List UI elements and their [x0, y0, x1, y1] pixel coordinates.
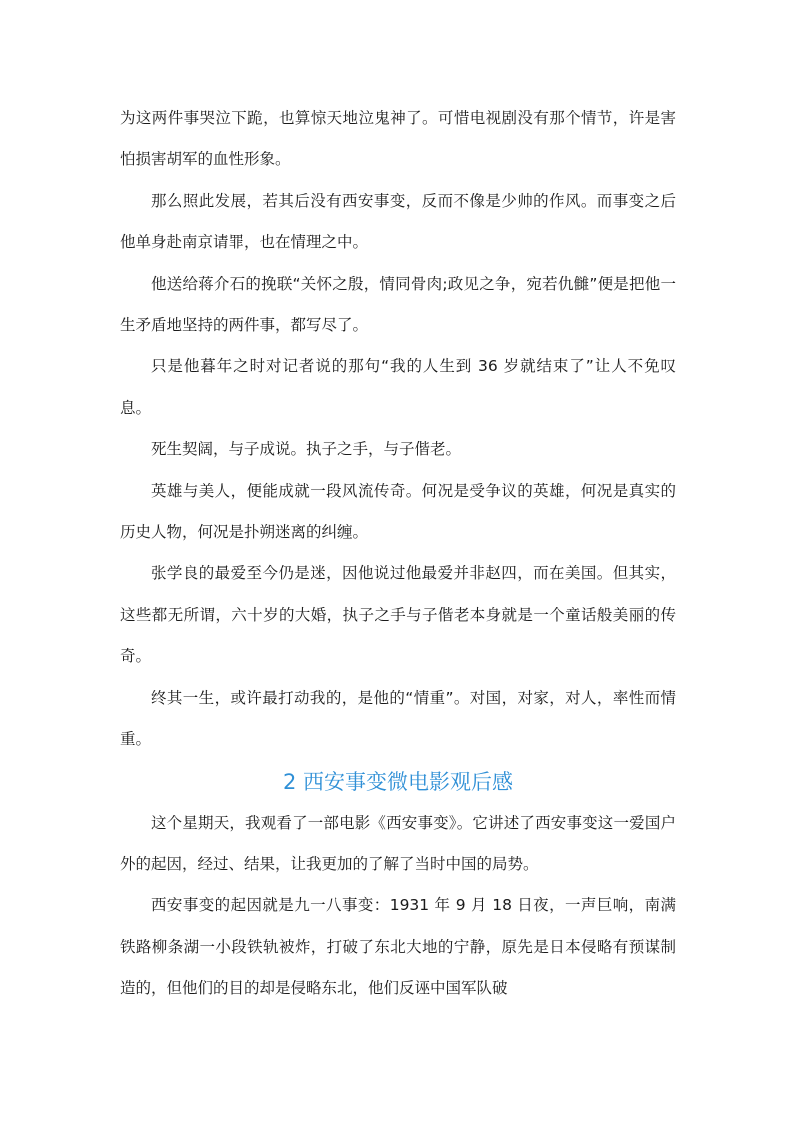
paragraph: 死生契阔，与子成说。执子之手，与子偕老。 [151, 440, 462, 459]
paragraph: 英雄与美人，便能成就一段风流传奇。何况是受争议的英雄，何况是真实的历史人物，何况是扑朔迷离的纠缠。 [120, 481, 676, 542]
paragraph: 张学良的最爱至今仍是迷，因他说过他最爱并非赵四，而在美国。但其实，这些都无所谓，六十岁的大婚，执子之手与子偕老本身就是一个童话般美丽的传奇。 [120, 564, 676, 666]
document-page [120, 98, 676, 1010]
paragraph: 西安事变的起因就是九一八事变：1931 年 9 月 18 日夜，一声巨响，南满铁路柳条湖一小段铁轨被炸，打破了东北大地的宁静，原先是日本侵略有预谋制造的，但他们的目的却是侵略东北，他们反诬中国军队破 [120, 896, 676, 998]
section-heading: 2 西安事变微电影观后感 [282, 769, 514, 794]
paragraph: 这个星期天，我观看了一部电影《西安事变》。它讲述了西安事变这一爱国户外的起因，经过、结果，让我更加的了解了当时中国的局势。 [120, 813, 676, 873]
paragraph: 那么照此发展，若其后没有西安事变，反而不像是少帅的作风。而事变之后他单身赴南京请罪，也在情理之中。 [120, 191, 676, 252]
paragraph: 只是他暮年之时对记者说的那句“我的人生到 36 岁就结束了”让人不免叹息。 [120, 357, 676, 417]
paragraph: 他送给蒋介石的挽联“关怀之殷，情同骨肉;政见之争，宛若仇雠”便是把他一生矛盾地坚持的两件事，都写尽了。 [120, 274, 676, 335]
paragraph: 终其一生，或许最打动我的，是他的“情重”。对国，对家，对人，率性而情重。 [120, 688, 676, 749]
paragraph: 为这两件事哭泣下跪，也算惊天地泣鬼神了。可惜电视剧没有那个情节，许是害怕损害胡军的血性形象。 [120, 109, 676, 169]
